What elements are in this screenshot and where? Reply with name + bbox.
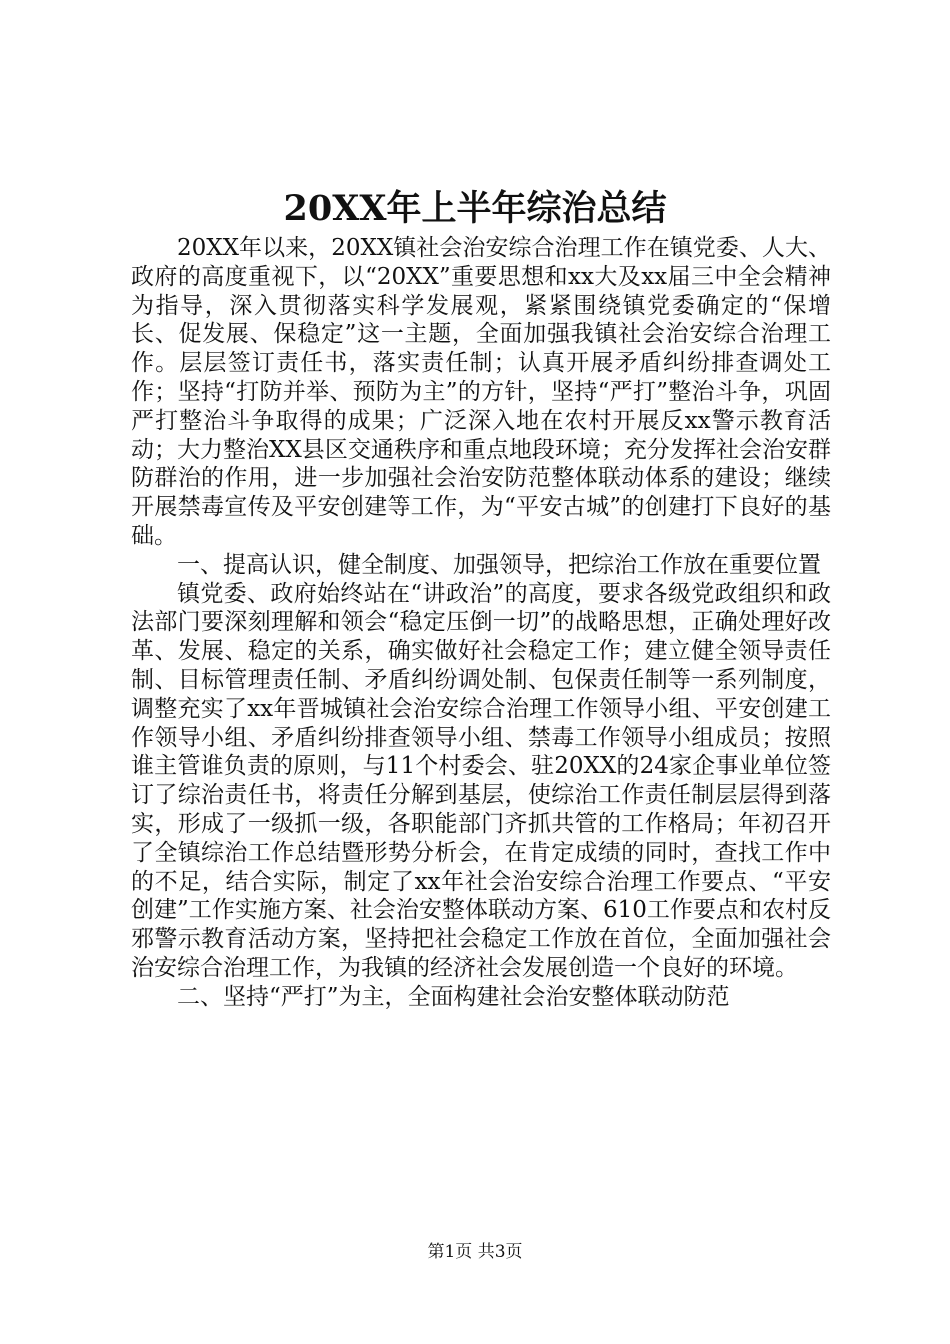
- paragraph-intro: 20XX年以来，20XX镇社会治安综合治理工作在镇党委、人大、政府的高度重视下，以“20XX”重要思想和xx大及xx届三中全会精神为指导，深入贯彻落实科学发展观，紧紧围绕镇党委确定的“保增长、促发展、保稳定”这一主题，全面加强我镇社会治安综合治理工作。层层签订责任书，落实责任制；认真开展矛盾纠纷排查调处工作；坚持“打防并举、预防为主”的方针，坚持“严打”整治斗争，巩固严打整治斗争取得的成果；广泛深入地在农村开展反xx警示教育活动；大力整治XX县区交通秩序和重点地段环境；充分发挥社会治安群防群治的作用，进一步加强社会治安防范整体联动体系的建设；继续开展禁毒宣传及平安创建等工作，为“平安古城”的创建打下良好的基础。: [131, 235, 831, 549]
- section-heading-1: 一、提高认识，健全制度、加强领导，把综治工作放在重要位置: [177, 551, 821, 578]
- document-body: [131, 234, 831, 1012]
- page-footer: [0, 1240, 950, 1264]
- paragraph-section-1: 镇党委、政府始终站在“讲政治”的高度，要求各级党政组织和政法部门要深刻理解和领会“稳定压倒一切”的战略思想，正确处理好改革、发展、稳定的关系，确实做好社会稳定工作；建立健全领导责任制、目标管理责任制、矛盾纠纷调处制、包保责任制等一系列制度，调整充实了xx年晋城镇社会治安综合治理工作领导小组、平安创建工作领导小组、矛盾纠纷排查领导小组、禁毒工作领导小组成员；按照谁主管谁负责的原则，与11个村委会、驻20XX的24家企事业单位签订了综治责任书，将责任分解到基层，使综治工作责任制层层得到落实，形成了一级抓一级，各职能部门齐抓共管的工作格局；年初召开了全镇综治工作总结暨形势分析会，在肯定成绩的同时，查找工作中的不足，结合实际，制定了xx年社会治安综合治理工作要点、“平安创建”工作实施方案、社会治安整体联动方案、610工作要点和农村反邪警示教育活动方案，坚持把社会稳定工作放在首位，全面加强社会治安综合治理工作，为我镇的经济社会发展创造一个良好的环境。: [131, 580, 831, 981]
- page-number: 第1页 共3页: [427, 1242, 523, 1262]
- section-heading-2: 二、坚持“严打”为主，全面构建社会治安整体联动防范: [177, 983, 730, 1010]
- document-title: 20XX年上半年综治总结: [283, 188, 667, 229]
